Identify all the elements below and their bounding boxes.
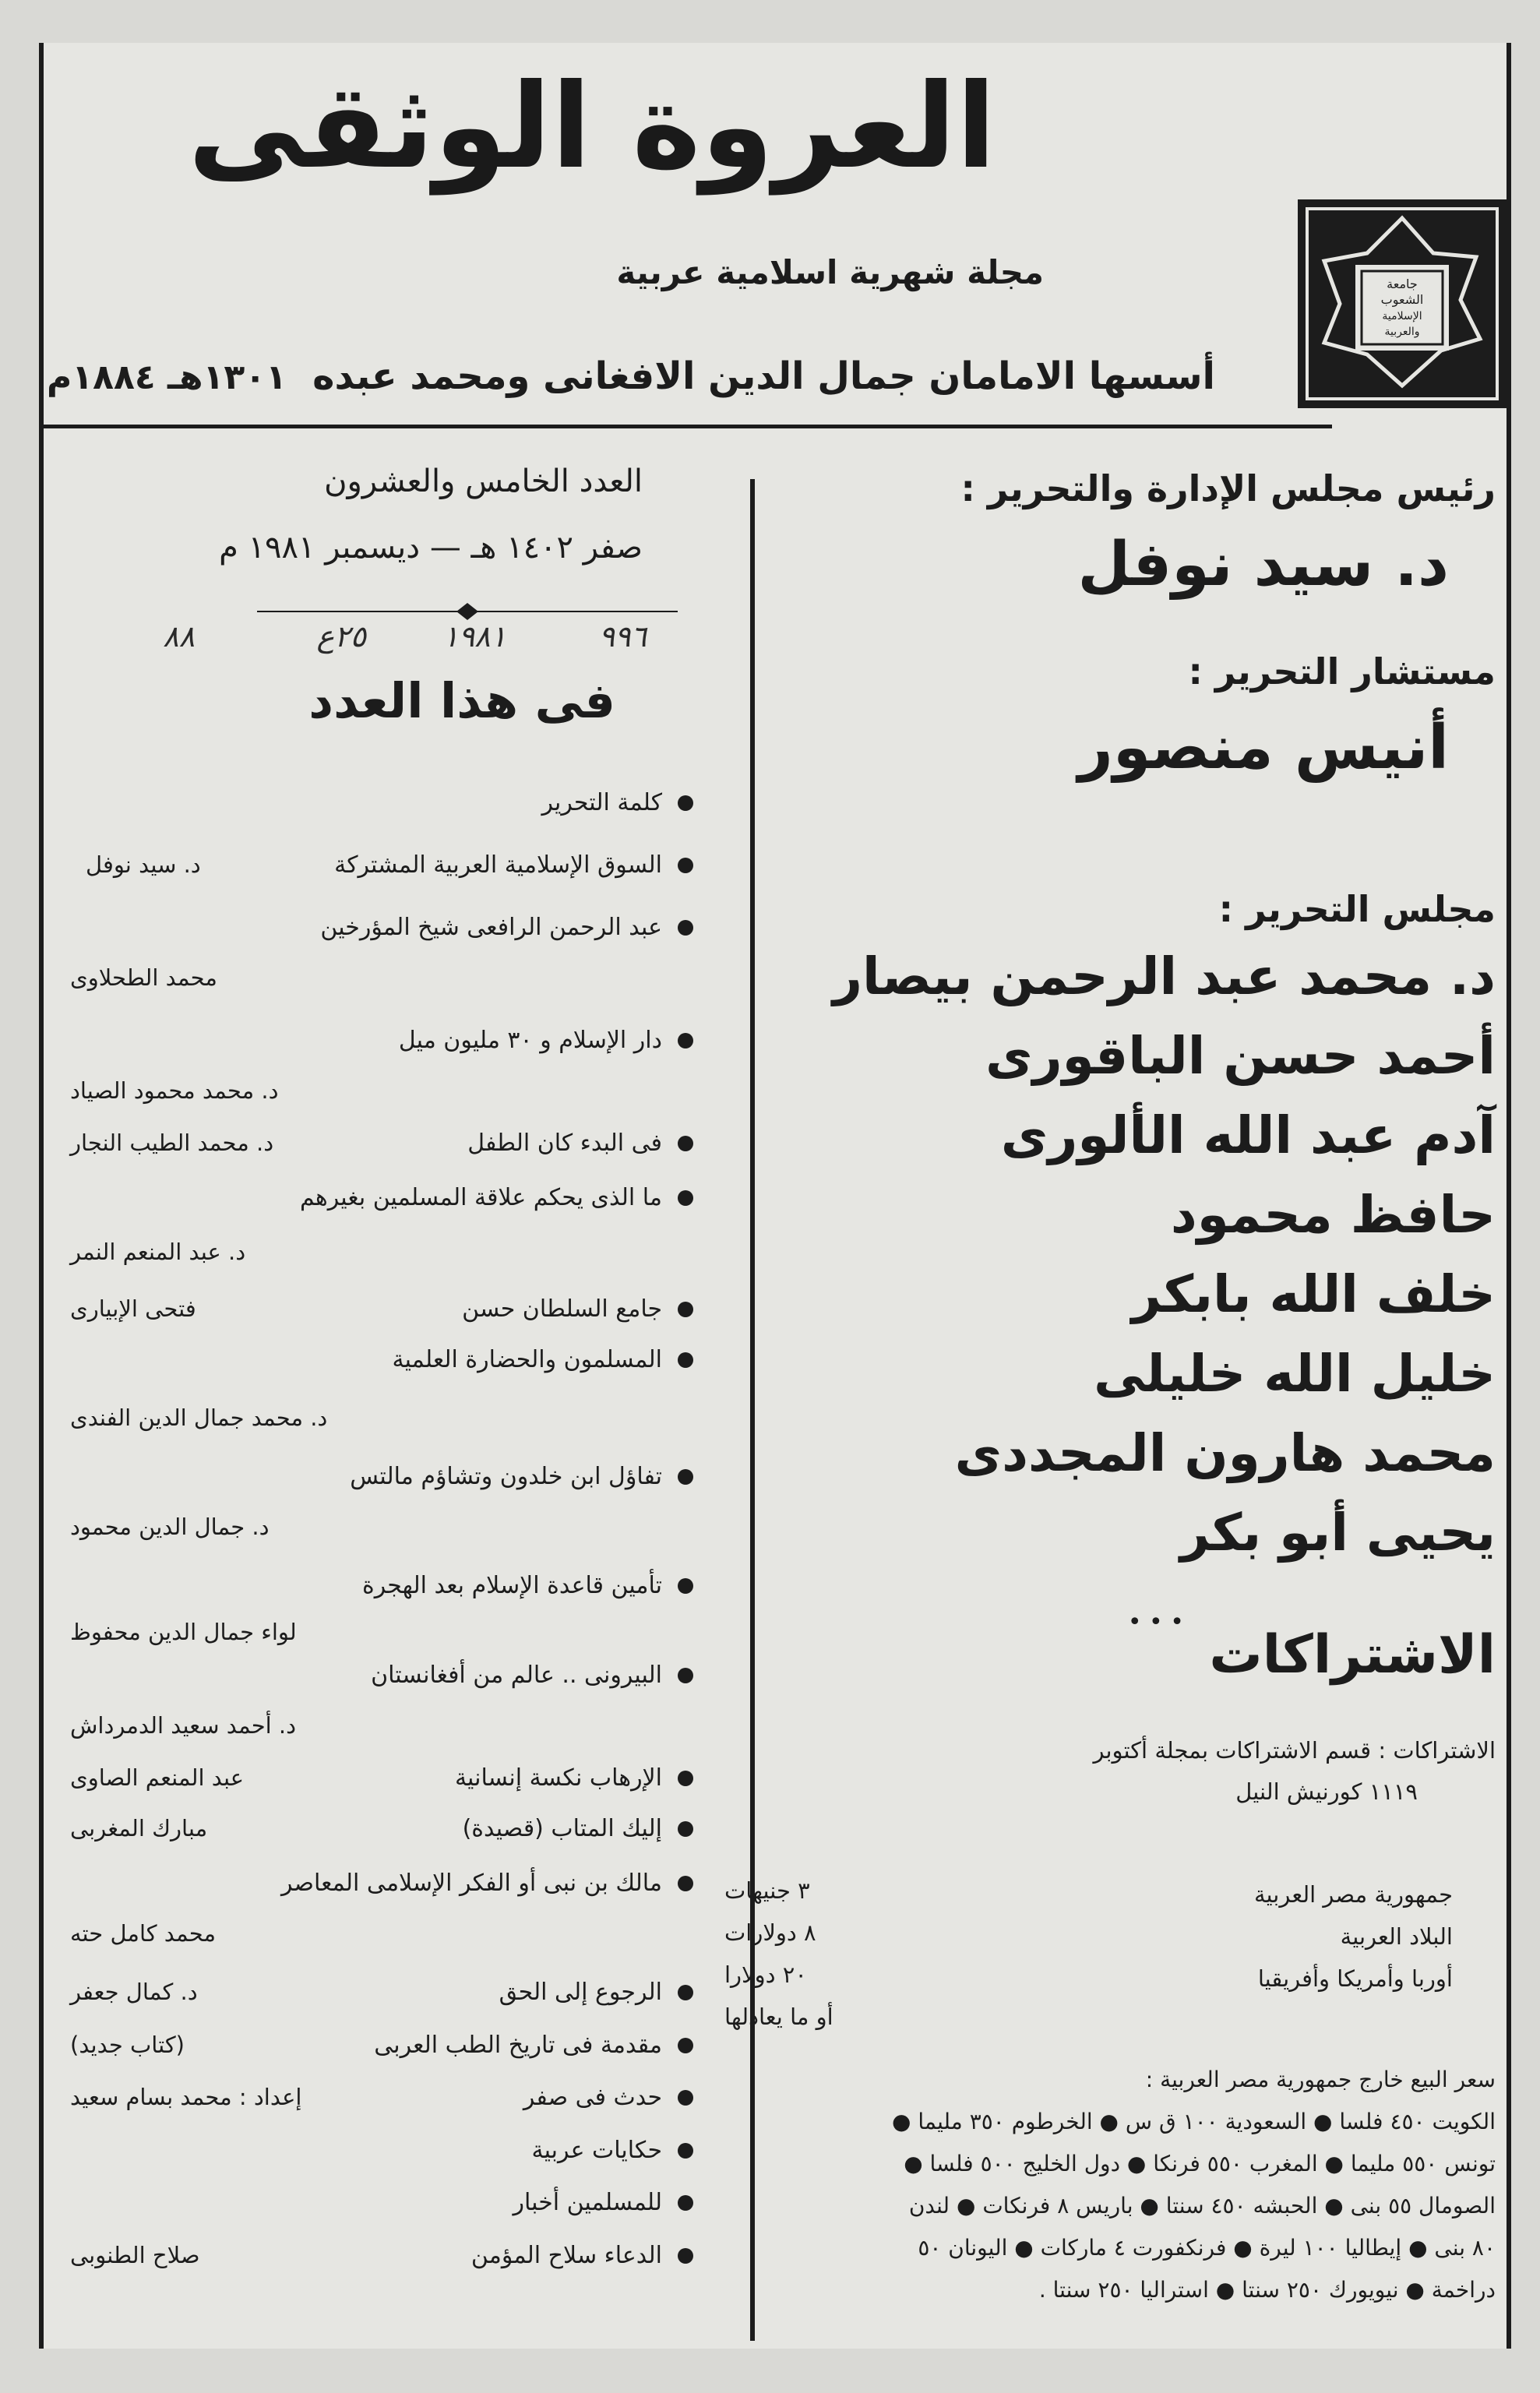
toc-item[interactable] — [374, 2032, 693, 2059]
header-rule — [39, 425, 1332, 428]
magazine-page — [39, 43, 1511, 2349]
subtitle: مجلة شهرية اسلامية عربية — [616, 253, 1044, 291]
founded-date: ١٣٠١هـ ١٨٨٤م — [47, 358, 287, 397]
toc-author: عبد المنعم الصاوى — [70, 1764, 244, 1791]
price-extra: أو ما يعادلها — [724, 2004, 833, 2030]
board-member: د. محمد عبد الرحمن بيصار — [832, 946, 1496, 1006]
founders-line: أسسها الامامان جمال الدين الافغانى ومحمد عبده — [312, 354, 1215, 398]
toc-title: فى البدء كان الطفل — [467, 1130, 662, 1157]
toc-item[interactable] — [467, 1130, 693, 1157]
region-label: أوربا وأمريكا وأفريقيا — [1257, 1965, 1453, 1992]
chairman-name: د. سيد نوفل — [1077, 530, 1449, 600]
sale-line: دراخمة ● نيويورك ٢٥٠ سنتا ● استراليا ٢٥٠ سنتا . — [1038, 2277, 1496, 2303]
left-border-line — [39, 43, 44, 2349]
bullet-icon — [678, 2090, 693, 2106]
bullet-icon — [678, 1469, 693, 1485]
toc-item[interactable] — [541, 789, 693, 816]
toc-title: ما الذى يحكم علاقة المسلمين بغيرهم — [299, 1184, 662, 1211]
toc-item[interactable] — [499, 1979, 693, 2006]
region-price: ٣ جنيهات — [724, 1877, 810, 1904]
handwritten-note: ١٩٨١ — [442, 619, 506, 654]
issue-number: العدد الخامس والعشرون — [324, 463, 643, 499]
bullet-icon — [678, 1578, 693, 1594]
toc-title: المسلمون والحضارة العلمية — [392, 1346, 662, 1373]
toc-author: إعداد : محمد بسام سعيد — [70, 2084, 302, 2110]
bullet-icon — [678, 1352, 693, 1368]
toc-title: البيرونى .. عالم من أفغانستان — [371, 1662, 662, 1689]
toc-item[interactable] — [463, 1815, 693, 1842]
toc-item[interactable] — [300, 1184, 693, 1211]
toc-title: دار الإسلام و ٣٠ مليون ميل — [398, 1027, 662, 1054]
bullet-icon — [678, 2195, 693, 2211]
board-member: يحيى أبو بكر — [1179, 1503, 1496, 1563]
toc-author: صلاح الطنوبى — [70, 2242, 200, 2268]
toc-title: الإرهاب نكسة إنسانية — [454, 1764, 662, 1792]
toc-item[interactable] — [334, 851, 693, 879]
toc-author: د. محمد الطيب النجار — [70, 1130, 274, 1156]
toc-item[interactable] — [399, 1027, 693, 1054]
bullet-icon — [678, 1821, 693, 1837]
toc-author: محمد كامل حته — [70, 1920, 217, 1947]
region-label: البلاد العربية — [1340, 1923, 1453, 1950]
emblem-line-3: الإسلامية — [1382, 310, 1422, 322]
bullet-icon — [678, 1668, 693, 1683]
bullet-icon — [678, 1771, 693, 1786]
toc-title: الدعاء سلاح المؤمن — [470, 2242, 662, 2269]
board-member: حافظ محمود — [1170, 1185, 1496, 1245]
region-price: ٢٠ دولارا — [724, 1961, 807, 1988]
toc-title: عبد الرحمن الرافعى شيخ المؤرخين — [320, 914, 662, 941]
sale-line: ٨٠ بنى ● إيطاليا ١٠٠ ليرة ● فرنكفورت ٤ ماركات ● اليونان ٥٠ — [918, 2235, 1496, 2261]
toc-item[interactable] — [513, 2189, 693, 2216]
toc-title: مالك بن نبى أو الفكر الإسلامى المعاصر — [280, 1870, 662, 1897]
masthead-title: العروة الوثقى — [188, 58, 996, 195]
board-label: مجلس التحرير : — [1218, 888, 1496, 930]
toc-title: للمسلمين أخبار — [513, 2189, 662, 2216]
sale-line: الصومال ٥٥ بنى ● الحبشه ٤٥٠ سنتا ● باريس ٨ فرنكات ● لندن — [908, 2193, 1496, 2219]
bullet-icon — [678, 1136, 693, 1151]
emblem-icon — [1293, 195, 1511, 413]
bullet-icon — [678, 2248, 693, 2264]
bullet-icon — [678, 2038, 693, 2053]
board-member: أحمد حسن الباقورى — [985, 1026, 1496, 1086]
sale-line: تونس ٥٥٠ مليما ● المغرب ٥٥٠ فرنكا ● دول الخليج ٥٠٠ فلسا ● — [904, 2151, 1496, 2176]
bullet-icon — [678, 1033, 693, 1048]
toc-author: فتحى الإبيارى — [70, 1295, 196, 1322]
handwritten-note: ٨٨ — [163, 619, 195, 654]
toc-title: حدث فى صفر — [523, 2084, 662, 2111]
subscriptions-address-1: الاشتراكات : قسم الاشتراكات بمجلة أكتوبر — [1093, 1737, 1496, 1764]
toc-author: محمد الطحلاوى — [70, 964, 217, 991]
toc-item[interactable] — [362, 1572, 693, 1599]
board-member: خليل الله خليلى — [1094, 1344, 1496, 1404]
toc-author: مبارك المغربى — [70, 1815, 208, 1841]
board-member: خلف الله بابكر — [1131, 1264, 1496, 1324]
toc-item[interactable] — [532, 2137, 693, 2164]
region-price: ٨ دولارات — [724, 1919, 816, 1946]
toc-title: الرجوع إلى الحق — [499, 1979, 662, 2006]
ornament-dots: • • • — [1127, 1609, 1184, 1636]
toc-item[interactable] — [371, 1662, 693, 1689]
bullet-icon — [678, 2143, 693, 2159]
toc-author: د. سيد نوفل — [86, 851, 201, 878]
toc-author: د. جمال الدين محمود — [70, 1514, 270, 1540]
toc-title: تأمين قاعدة الإسلام بعد الهجرة — [361, 1572, 662, 1599]
handwritten-note: ٢٥ع — [316, 619, 366, 654]
toc-author: د. محمد جمال الدين الفندى — [70, 1404, 328, 1431]
toc-item[interactable] — [281, 1870, 693, 1897]
toc-author: د. كمال جعفر — [70, 1979, 198, 2005]
sale-line: الكويت ٤٥٠ فلسا ● السعودية ١٠٠ ق س ● الخرطوم ٣٥٠ مليما ● — [892, 2109, 1496, 2134]
toc-title: تفاؤل ابن خلدون وتشاؤم مالتس — [350, 1463, 662, 1490]
toc-author: لواء جمال الدين محفوظ — [70, 1619, 297, 1645]
board-member: محمد هارون المجددى — [954, 1423, 1496, 1483]
subscriptions-address-2: ١١١٩ كورنيش النيل — [1235, 1778, 1418, 1805]
bullet-icon — [678, 920, 693, 936]
in-this-issue-heading: فى هذا العدد — [308, 672, 615, 729]
toc-author: د. عبد المنعم النمر — [70, 1239, 246, 1265]
journal-emblem — [1293, 195, 1511, 413]
issue-date: صفر ١٤٠٢ هـ — ديسمبر ١٩٨١ م — [219, 530, 643, 566]
advisor-label: مستشار التحرير : — [1188, 650, 1496, 693]
bullet-icon — [678, 1190, 693, 1206]
sale-label: سعر البيع خارج جمهورية مصر العربية : — [1145, 2067, 1496, 2092]
toc-title: مقدمة فى تاريخ الطب العربى — [374, 2032, 662, 2059]
toc-item[interactable] — [523, 2084, 693, 2111]
emblem-line-1: جامعة — [1387, 277, 1418, 291]
bullet-icon — [678, 858, 693, 873]
region-label: جمهورية مصر العربية — [1253, 1881, 1453, 1908]
toc-item[interactable] — [350, 1463, 693, 1490]
toc-title: جامع السلطان حسن — [462, 1295, 662, 1323]
handwritten-note: ٩٩٦ — [598, 619, 647, 654]
bullet-icon — [678, 795, 693, 811]
toc-title: كلمة التحرير — [541, 789, 662, 816]
toc-title: إليك المتاب (قصيدة) — [462, 1815, 662, 1842]
toc-item[interactable] — [455, 1764, 693, 1792]
toc-author: (كتاب جديد) — [70, 2032, 185, 2058]
toc-title: حكايات عربية — [531, 2137, 662, 2164]
toc-title: السوق الإسلامية العربية المشتركة — [334, 851, 662, 879]
emblem-line-4: والعربية — [1384, 326, 1420, 338]
bullet-icon — [678, 1876, 693, 1891]
toc-item[interactable] — [471, 2242, 693, 2269]
toc-item[interactable] — [320, 914, 693, 941]
advisor-name: أنيس منصور — [1077, 713, 1449, 783]
toc-item[interactable] — [392, 1346, 693, 1373]
bullet-icon — [678, 1302, 693, 1317]
board-member: آدم عبد الله الألورى — [1000, 1105, 1496, 1165]
toc-author: د. محمد محمود الصياد — [70, 1077, 279, 1104]
bullet-icon — [678, 1985, 693, 2000]
subscriptions-title: الاشتراكات — [1209, 1624, 1496, 1686]
emblem-line-2: الشعوب — [1380, 292, 1424, 307]
toc-item[interactable] — [462, 1295, 693, 1323]
column-divider — [750, 479, 755, 2341]
chairman-label: رئيس مجلس الإدارة والتحرير : — [960, 467, 1496, 509]
toc-author: د. أحمد سعيد الدمرداش — [70, 1712, 297, 1739]
